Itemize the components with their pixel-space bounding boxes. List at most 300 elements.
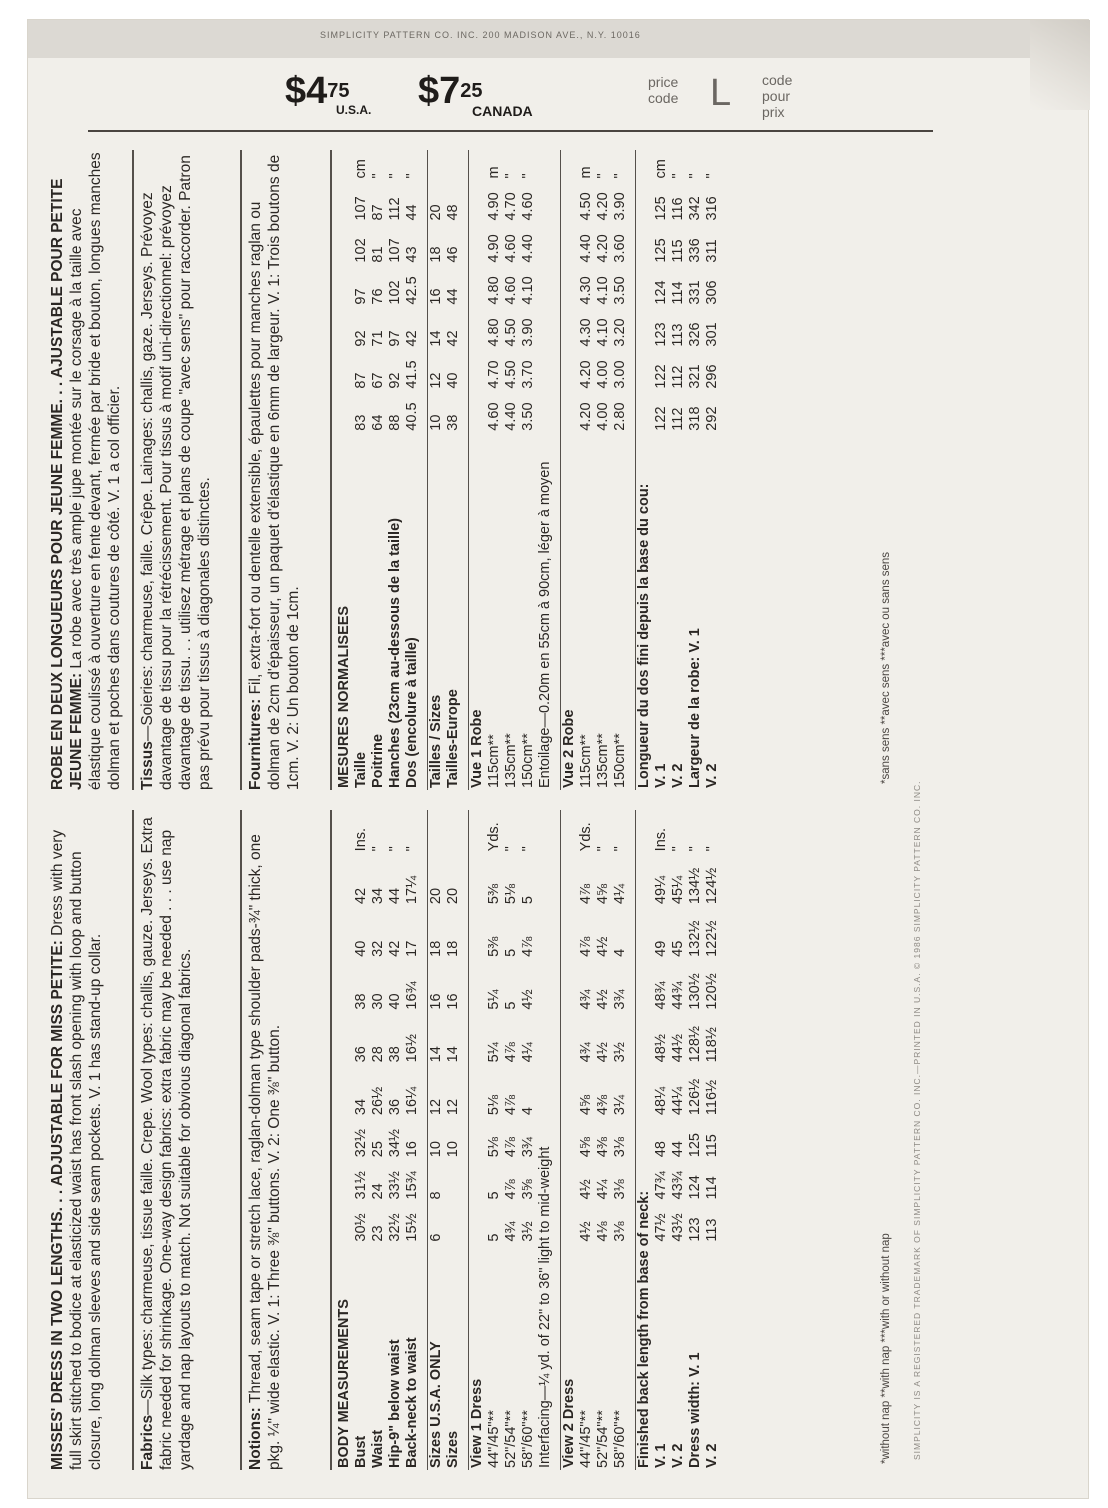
row-label: Largeur de la robe: V. 1 — [687, 628, 703, 788]
cell-value: 4.60 — [503, 234, 519, 263]
price-canada: $\$7^{25}$ — [418, 70, 483, 112]
cell-value: 83 — [353, 414, 369, 431]
table-row — [520, 810, 537, 1470]
cell-value: 5⅛ — [486, 1094, 502, 1116]
row-label: Bust — [353, 1435, 369, 1468]
cell-value: 87 — [353, 372, 369, 389]
row-label: V. 2 — [704, 763, 720, 788]
cell-value: 4⅝ — [578, 1137, 594, 1158]
cell-value: 88 — [387, 414, 403, 431]
rotated-content — [40, 140, 940, 1470]
divider — [240, 150, 242, 790]
cell-value: 3.00 — [612, 360, 628, 389]
cell-value: 48 — [445, 204, 461, 221]
cell-value: 46 — [445, 246, 461, 263]
cell-value: 4.70 — [486, 360, 502, 389]
cell-value: 10 — [428, 414, 444, 431]
french-description: ROBE EN DEUX LONGUEURS POUR JEUNE FEMME. . . AJUSTABLE POUR PETITE JEUNE FEMME: La robe avec très ample jupe montée sur le corsage à la taille avec élastique coulissé à ouverture en fente devant, fermée par bride et bouton, longues manches dolman et poches dans coutures de côté. V. 1 a col officier. — [49, 152, 123, 790]
cell-value: 16 — [428, 993, 444, 1010]
row-label: 58"/60"** — [612, 1410, 628, 1468]
unit-label: " — [595, 173, 611, 179]
unit-label: Yds. — [486, 822, 502, 852]
cell-value: 20 — [428, 887, 444, 905]
french-footnote: *sans sens **avec sens ***avec ou sans sens — [880, 551, 892, 784]
price-code-letter: L — [710, 72, 732, 114]
cell-value: 130½ — [687, 973, 703, 1010]
table-row — [370, 150, 387, 790]
table-row — [704, 150, 721, 790]
cell-value: 12 — [445, 1098, 461, 1116]
section-title — [636, 810, 654, 1470]
table-row — [653, 810, 670, 1470]
cell-value: 4⅞ — [503, 1094, 519, 1116]
unit-label: " — [520, 173, 536, 179]
cell-value: 34½ — [387, 1129, 403, 1158]
cell-value: 3½ — [612, 1042, 628, 1063]
table-row — [353, 150, 370, 790]
table-row — [687, 810, 704, 1470]
cell-value: 4.40 — [503, 402, 519, 431]
cell-value: 18 — [428, 246, 444, 263]
table-row — [578, 810, 595, 1470]
cell-value — [561, 906, 579, 959]
unit-label — [561, 810, 579, 853]
cell-value: 36 — [387, 1098, 403, 1116]
cell-value: 4½ — [520, 989, 536, 1010]
row-label: Hanches (23cm au-dessous de la taille) — [387, 518, 403, 788]
row-label: V. 2 — [670, 1443, 686, 1468]
cell-value: 33½ — [387, 1171, 403, 1200]
cell-value: 4.70 — [503, 192, 519, 221]
french-measurement-table — [336, 150, 721, 790]
unit-label: " — [387, 173, 403, 179]
row-label: Dos (encolure à taille) — [404, 637, 420, 788]
cell-value: 4.20 — [595, 234, 611, 263]
table-row — [653, 150, 670, 790]
cell-value: 4⅞ — [503, 1137, 519, 1158]
cell-value: 40 — [353, 940, 369, 957]
cell-value: 4.20 — [595, 192, 611, 221]
unit-label: " — [612, 846, 628, 852]
cell-value: 64 — [370, 414, 386, 431]
row-label: Sizes U.S.A. ONLY — [428, 1341, 444, 1468]
cell-value: 4.20 — [578, 360, 594, 389]
unit-label: m — [486, 166, 502, 179]
cell-value: 5 — [486, 1191, 502, 1200]
section-title — [336, 810, 353, 1470]
unit-label — [561, 150, 579, 181]
cell-value: 31½ — [353, 1171, 369, 1200]
cell-value: 113 — [670, 323, 686, 347]
english-measurement-table — [336, 810, 721, 1470]
cell-value — [561, 1159, 579, 1201]
cell-value: 38 — [353, 993, 369, 1010]
cell-value — [561, 959, 579, 1012]
cell-value: 4.50 — [503, 318, 519, 347]
cell-value: 14 — [428, 330, 444, 347]
unit-label — [428, 150, 446, 181]
cell-value — [336, 1117, 353, 1159]
cell-value: 40.5 — [404, 402, 420, 431]
cell-value: 5 — [503, 1001, 519, 1010]
cell-value: 23 — [370, 1225, 386, 1242]
price-usa-label: U.S.A. — [336, 103, 372, 117]
cell-value: 3.70 — [520, 360, 536, 389]
cell-value — [561, 223, 579, 265]
cell-value: 4⅞ — [503, 1042, 519, 1063]
row-label: 150cm** — [612, 733, 628, 788]
cell-value: 4⅛ — [595, 1221, 611, 1242]
cell-value — [336, 853, 353, 906]
cell-value: 42 — [404, 330, 420, 347]
cell-value: 43 — [404, 246, 420, 263]
cell-value: 47½ — [653, 1213, 669, 1242]
cell-value: 44¾ — [670, 981, 686, 1010]
cell-value: 336 — [687, 238, 703, 263]
cell-value: 4.20 — [578, 402, 594, 431]
cell-value: 122½ — [704, 920, 720, 957]
cell-value: 4.10 — [520, 276, 536, 305]
cell-value: 311 — [704, 239, 720, 263]
unit-label: Yds. — [578, 822, 594, 852]
cell-value: 40 — [387, 993, 403, 1010]
cell-value — [561, 1117, 579, 1159]
cell-value: 4⅝ — [578, 1094, 594, 1116]
cell-value — [336, 1064, 353, 1117]
cell-value — [336, 1012, 353, 1065]
cell-value — [469, 181, 487, 223]
cell-value: 4.00 — [595, 360, 611, 389]
cell-value: 4¼ — [520, 1042, 536, 1063]
english-description: MISSES' DRESS IN TWO LENGTHS. . . ADJUSTABLE FOR MISS PETITE: Dress with very full skirt stitched to bodice at elasticized waist has front slash opening with loop and button closure, long dolman sleeves and side seam pockets. V. 1 has stand-up collar. — [49, 829, 104, 1470]
table-row — [428, 810, 446, 1470]
table-row — [595, 810, 612, 1470]
cell-value: 5¼ — [486, 1042, 502, 1063]
cell-value: 32 — [370, 940, 386, 957]
cell-value: 81 — [370, 246, 386, 263]
cell-value: 3¾ — [520, 1137, 536, 1158]
cell-value — [469, 223, 487, 265]
english-footnote: *without nap **with nap ***with or without nap — [880, 1233, 892, 1464]
row-label: Dress width: V. 1 — [687, 1352, 703, 1468]
cell-value: 4.30 — [578, 318, 594, 347]
row-label: Vue 2 Robe — [561, 709, 577, 788]
cell-value: 4½ — [578, 1179, 594, 1200]
cell-value — [469, 853, 487, 906]
cell-value: 326 — [687, 322, 703, 347]
cell-value: 48½ — [653, 1034, 669, 1063]
cell-value: 112 — [670, 365, 686, 389]
cell-value — [336, 349, 353, 391]
cell-value — [336, 223, 353, 265]
cell-value: 107 — [353, 196, 369, 221]
unit-label — [336, 150, 353, 181]
cell-value — [469, 307, 487, 349]
cell-value: 97 — [387, 330, 403, 347]
cell-value: 26½ — [370, 1086, 386, 1116]
table-row — [486, 150, 503, 790]
cell-value: 318 — [687, 406, 703, 431]
table-row — [687, 150, 704, 790]
cell-value — [561, 391, 579, 433]
cell-value: 30½ — [353, 1213, 369, 1242]
unit-label: " — [704, 846, 720, 852]
unit-label: " — [404, 173, 420, 179]
unit-label: " — [687, 173, 703, 179]
cell-value: 4.40 — [578, 234, 594, 263]
cell-value: 16 — [428, 288, 444, 305]
cell-value: 115 — [704, 1134, 720, 1158]
cell-value: 4.50 — [503, 360, 519, 389]
divider — [330, 150, 332, 790]
row-label: Sizes — [445, 1430, 461, 1468]
cell-value: 4.10 — [595, 276, 611, 305]
cell-value: 4.40 — [520, 234, 536, 263]
cell-value: 3.20 — [612, 318, 628, 347]
publisher-address: SIMPLICITY PATTERN CO. INC. 200 MADISON AVE., N.Y. 10016 — [320, 30, 641, 40]
unit-label: cm — [353, 159, 369, 179]
table-row — [670, 810, 687, 1470]
cell-value: 4⅝ — [595, 883, 611, 905]
cell-value: 126½ — [687, 1078, 703, 1116]
cell-value: 116½ — [704, 1079, 720, 1116]
cell-value — [469, 391, 487, 433]
cell-value: 4⅞ — [578, 883, 594, 905]
cell-value: 4⅞ — [503, 1179, 519, 1200]
cell-value: 34 — [370, 887, 386, 905]
cell-value: 10 — [445, 1141, 461, 1158]
row-label: View 2 Dress — [561, 1378, 577, 1468]
row-label: 135cm** — [503, 733, 519, 788]
cell-value: 132½ — [687, 920, 703, 957]
cell-value: 44½ — [670, 1034, 686, 1063]
cell-value: 3.60 — [612, 234, 628, 263]
cell-value: 4.80 — [486, 318, 502, 347]
cell-value: 3⅛ — [612, 1221, 628, 1242]
table-row — [595, 150, 612, 790]
row-label: BODY MEASUREMENTS — [336, 1299, 352, 1468]
cell-value: 67 — [370, 372, 386, 389]
row-label: V. 2 — [670, 763, 686, 788]
divider — [132, 150, 134, 790]
section-title — [561, 810, 579, 1470]
section-title — [469, 150, 487, 790]
row-label: V. 1 — [653, 1443, 669, 1468]
row-label: 150cm** — [520, 733, 536, 788]
cell-value: 5¼ — [486, 989, 502, 1010]
cell-value: 14 — [445, 1046, 461, 1063]
cell-value: 4⅜ — [595, 1094, 611, 1116]
cell-value: 4½ — [595, 1042, 611, 1063]
cell-value: 114 — [704, 1176, 720, 1200]
cell-value: 18 — [445, 940, 461, 957]
cell-value: 3.50 — [520, 402, 536, 431]
cell-value: 3⅝ — [520, 1179, 536, 1200]
cell-value: 4 — [612, 948, 628, 957]
cell-value: 4½ — [595, 989, 611, 1010]
cell-value: 16¾ — [404, 981, 420, 1010]
cell-value: 123 — [653, 322, 669, 347]
unit-label — [469, 150, 487, 181]
row-label: V. 1 — [653, 763, 669, 788]
cell-value — [336, 1201, 353, 1243]
cell-value: 3⅛ — [612, 1179, 628, 1200]
cell-value: 124½ — [704, 867, 720, 905]
cell-value: 16½ — [404, 1034, 420, 1063]
row-label: 135cm** — [595, 733, 611, 788]
unit-label: " — [595, 846, 611, 852]
cell-value — [445, 1159, 462, 1201]
unit-label: Ins. — [653, 827, 669, 852]
cell-value: 16 — [445, 993, 461, 1010]
cell-value: 321 — [687, 364, 703, 389]
cell-value: 5 — [520, 895, 536, 905]
cell-value — [561, 181, 579, 223]
row-label: Waist — [370, 1429, 386, 1468]
cell-value: 125 — [687, 1133, 703, 1158]
cell-value: 331 — [687, 280, 703, 305]
cell-value: 115 — [670, 239, 686, 263]
cell-value: 4¾ — [578, 989, 594, 1010]
cell-value — [469, 1012, 487, 1065]
table-row — [503, 150, 520, 790]
unit-label: " — [370, 173, 386, 179]
cell-value: 2.80 — [612, 402, 628, 431]
price-code-label: price code — [648, 74, 679, 106]
row-label: 44"/45"** — [578, 1410, 594, 1468]
cell-value: 113 — [704, 1218, 720, 1242]
cell-value: 97 — [353, 288, 369, 305]
unit-label — [428, 810, 446, 853]
cell-value: 17 — [404, 940, 420, 957]
row-label: Taille — [353, 752, 369, 788]
row-label: 44"/45"** — [486, 1410, 502, 1468]
interfacing-text: Entoilage—0.20m en 55cm à 90cm, léger à moyen — [537, 461, 553, 788]
cell-value: 3.90 — [612, 192, 628, 221]
cell-value: 5⅜ — [486, 883, 502, 905]
cell-value: 92 — [387, 372, 403, 389]
cell-value: 28 — [370, 1046, 386, 1063]
cell-value — [336, 906, 353, 959]
cell-value: 38 — [387, 1046, 403, 1063]
cell-value: 292 — [704, 406, 720, 431]
row-label: MESURES NORMALISEES — [336, 605, 352, 788]
cell-value: 71 — [370, 330, 386, 347]
cell-value: 3.90 — [520, 318, 536, 347]
cell-value: 4.60 — [520, 192, 536, 221]
cell-value: 102 — [353, 238, 369, 263]
table-row — [387, 150, 404, 790]
cell-value: 4½ — [578, 1221, 594, 1242]
cell-value: 4½ — [595, 936, 611, 957]
trademark-footer: SIMPLICITY IS A REGISTERED TRADEMARK OF SIMPLICITY PATTERN CO. INC.—PRINTED IN U.S.A. © 1986 SIMPLICITY PATTERN CO. INC. — [912, 780, 922, 1460]
table-row — [486, 810, 503, 1470]
cell-value: 40 — [445, 372, 461, 389]
cell-value: 3¾ — [612, 989, 628, 1010]
cell-value: 4¾ — [503, 1221, 519, 1242]
cell-value: 116 — [670, 197, 686, 221]
cell-value — [469, 959, 487, 1012]
row-label: 52"/54"** — [503, 1410, 519, 1468]
unit-label: " — [704, 173, 720, 179]
cell-value — [561, 349, 579, 391]
table-row — [612, 150, 629, 790]
cell-value: 342 — [687, 196, 703, 221]
price-canada-label: CANADA — [472, 103, 533, 119]
interfacing-text: Interfacing—¼ yd. of 22" to 36" light to mid-weight — [537, 1146, 553, 1468]
cell-value — [561, 1201, 579, 1243]
cell-value: 92 — [353, 330, 369, 347]
cell-value: 4.50 — [578, 192, 594, 221]
row-label: Tailles-Europe — [445, 689, 461, 788]
english-fabrics: Fabrics—Silk types: charmeuse, tissue faille. Crepe. Wool types: challis, gauze. Jerseys. Extra fabric needed for shrinkage. One-way design fabrics: extra fabric may be needed . . . use nap yardage and nap layouts to match. Not suitable for obvious diagonal fabrics. — [139, 817, 194, 1470]
cell-value: 4⅜ — [595, 1137, 611, 1158]
cell-value: 4.90 — [486, 192, 502, 221]
row-label: View 1 Dress — [469, 1378, 485, 1468]
cell-value: 16¼ — [404, 1086, 420, 1116]
cell-value: 18 — [428, 940, 444, 957]
cell-value: 49¼ — [653, 875, 669, 905]
table-row — [503, 810, 520, 1470]
row-label: 58"/60"** — [520, 1410, 536, 1468]
unit-label: " — [520, 846, 536, 852]
row-label: 115cm** — [578, 734, 594, 788]
cell-value — [336, 1159, 353, 1201]
cell-value — [336, 307, 353, 349]
unit-label: cm — [653, 159, 669, 179]
table-row — [370, 810, 387, 1470]
row-label: Vue 1 Robe — [469, 709, 485, 788]
price-usa: $\$4^{75}$ — [285, 70, 350, 112]
cell-value: 122 — [653, 406, 669, 431]
cell-value: 306 — [704, 280, 720, 305]
cell-value: 301 — [704, 322, 720, 347]
cell-value: 118½ — [704, 1027, 720, 1063]
cell-value: 4.80 — [486, 276, 502, 305]
cell-value — [336, 181, 353, 223]
cell-value: 3½ — [520, 1221, 536, 1242]
cell-value: 3.50 — [612, 276, 628, 305]
price-code-french: code pour prix — [762, 72, 793, 120]
cell-value: 123 — [687, 1217, 703, 1242]
divider — [240, 810, 242, 1470]
cell-value: 41.5 — [404, 360, 420, 389]
cell-value: 45¼ — [670, 875, 686, 905]
cell-value — [336, 959, 353, 1012]
cell-value: 107 — [387, 238, 403, 263]
cell-value: 4¼ — [595, 1179, 611, 1200]
cell-value: 30 — [370, 993, 386, 1010]
cell-value: 102 — [387, 280, 403, 305]
cell-value: 5⅜ — [486, 936, 502, 957]
cell-value: 43¾ — [670, 1171, 686, 1200]
unit-label — [445, 810, 462, 853]
unit-label: " — [612, 173, 628, 179]
cell-value — [336, 265, 353, 307]
cell-value — [445, 1201, 462, 1243]
cell-value: 120½ — [704, 973, 720, 1010]
cell-value: 24 — [370, 1183, 386, 1200]
table-row — [578, 150, 595, 790]
cell-value: 134½ — [687, 867, 703, 905]
cell-value: 4.30 — [578, 276, 594, 305]
cell-value — [336, 391, 353, 433]
interfacing-row — [537, 810, 554, 1470]
french-notions: Fournitures: Fil, extra-fort ou dentelle extensible, épaulettes pour manches raglan ou dolman de 2cm d'épaisseur, un paquet d'élastique en 6mm de largeur. V. 1: Trois boutons de 1cm. V. 2: Un bouton de 1cm. — [247, 154, 302, 790]
cell-value: 4 — [520, 1106, 536, 1116]
divider — [330, 810, 332, 1470]
header-rule — [88, 130, 933, 132]
